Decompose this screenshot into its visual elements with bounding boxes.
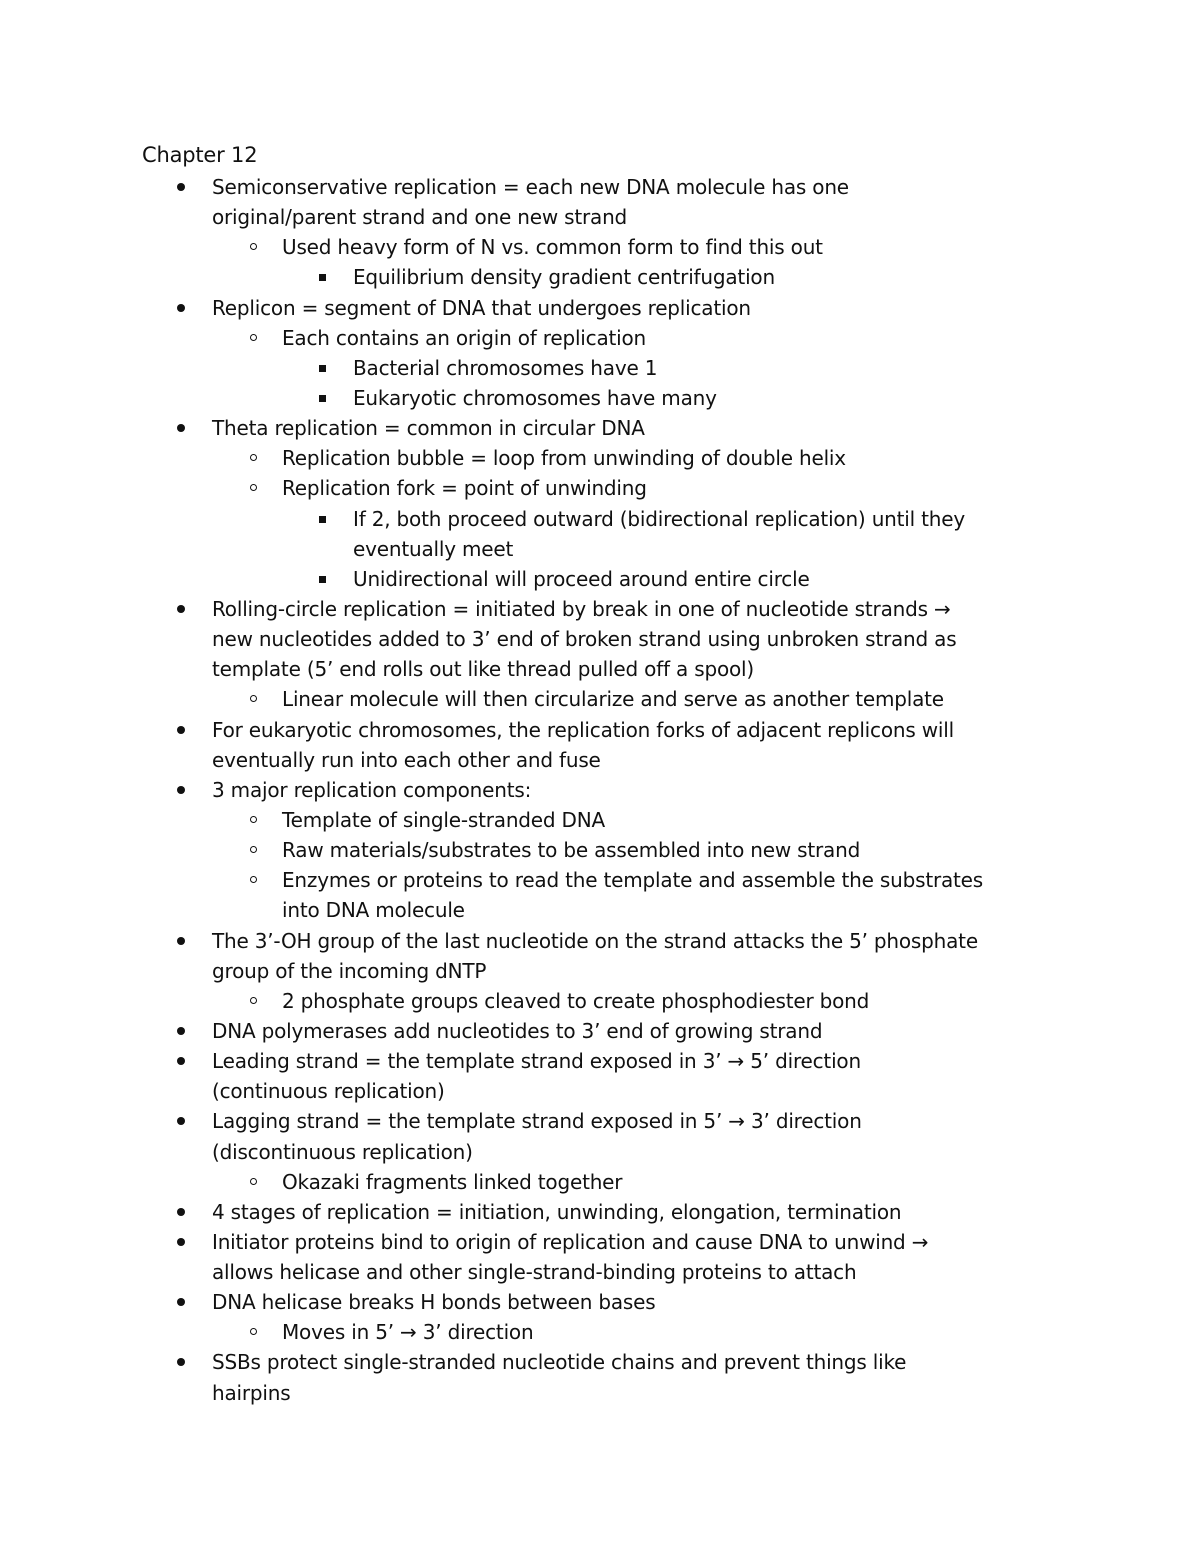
list-item-continuation bbox=[0, 895, 1200, 925]
list-item-level-3 bbox=[0, 504, 1200, 534]
list-item-text: Rolling-circle replication = initiated by break in one of nucleotide strands → bbox=[212, 596, 951, 621]
list-item-text: Replication fork = point of unwinding bbox=[282, 476, 647, 501]
filled-circle-bullet-icon bbox=[177, 1057, 185, 1065]
hollow-circle-bullet-icon bbox=[250, 454, 257, 461]
hollow-circle-bullet-icon bbox=[250, 846, 257, 853]
list-item-text: Moves in 5’ → 3’ direction bbox=[282, 1320, 534, 1345]
list-item-level-1 bbox=[0, 1197, 1200, 1227]
list-item-level-1 bbox=[0, 926, 1200, 956]
list-item-level-3 bbox=[0, 262, 1200, 292]
list-item-text: template (5’ end rolls out like thread pulled off a spool) bbox=[212, 657, 754, 682]
list-item-continuation bbox=[0, 624, 1200, 654]
list-item-level-1 bbox=[0, 1347, 1200, 1377]
filled-circle-bullet-icon bbox=[177, 1208, 185, 1216]
list-item-text: Replicon = segment of DNA that undergoes replication bbox=[212, 295, 751, 320]
filled-circle-bullet-icon bbox=[177, 1117, 185, 1125]
square-bullet-icon bbox=[319, 516, 326, 523]
list-item-level-2 bbox=[0, 986, 1200, 1016]
square-bullet-icon bbox=[319, 365, 326, 372]
list-item-text: 3 major replication components: bbox=[212, 777, 532, 802]
list-item-text: Semiconservative replication = each new DNA molecule has one bbox=[212, 175, 849, 199]
list-item-level-1 bbox=[0, 1106, 1200, 1136]
hollow-circle-bullet-icon bbox=[250, 334, 257, 341]
list-item-continuation bbox=[0, 1378, 1200, 1408]
list-item-level-2 bbox=[0, 835, 1200, 865]
list-item-text: Leading strand = the template strand exposed in 3’ → 5’ direction bbox=[212, 1049, 861, 1074]
list-item-text: Okazaki fragments linked together bbox=[282, 1169, 623, 1194]
list-item-text: (continuous replication) bbox=[212, 1079, 445, 1104]
filled-circle-bullet-icon bbox=[177, 1238, 185, 1246]
hollow-circle-bullet-icon bbox=[250, 1178, 257, 1185]
list-item-text: Linear molecule will then circularize and serve as another template bbox=[282, 687, 944, 712]
list-item-level-2 bbox=[0, 865, 1200, 895]
list-item-text: Bacterial chromosomes have 1 bbox=[353, 355, 658, 380]
list-item-continuation bbox=[0, 1076, 1200, 1106]
filled-circle-bullet-icon bbox=[177, 304, 185, 312]
list-item-level-2 bbox=[0, 473, 1200, 503]
list-item-level-3 bbox=[0, 383, 1200, 413]
list-item-level-1 bbox=[0, 715, 1200, 745]
list-item-text: Raw materials/substrates to be assembled into new strand bbox=[282, 838, 861, 863]
hollow-circle-bullet-icon bbox=[250, 243, 257, 250]
list-item-text: hairpins bbox=[212, 1380, 291, 1405]
square-bullet-icon bbox=[319, 576, 326, 583]
list-item-level-1 bbox=[0, 594, 1200, 624]
list-item-text: original/parent strand and one new strand bbox=[212, 205, 628, 230]
filled-circle-bullet-icon bbox=[177, 937, 185, 945]
list-item-text: Initiator proteins bind to origin of replication and cause DNA to unwind → bbox=[212, 1229, 929, 1254]
hollow-circle-bullet-icon bbox=[250, 876, 257, 883]
list-item-text: SSBs protect single-stranded nucleotide chains and prevent things like bbox=[212, 1350, 907, 1375]
list-item-text: (discontinuous replication) bbox=[212, 1139, 473, 1164]
list-item-text: Enzymes or proteins to read the template and assemble the substrates bbox=[282, 868, 984, 893]
filled-circle-bullet-icon bbox=[177, 786, 185, 794]
list-item-level-1 bbox=[0, 1287, 1200, 1317]
list-item-text: 4 stages of replication = initiation, unwinding, elongation, termination bbox=[212, 1199, 902, 1224]
list-item-level-3 bbox=[0, 353, 1200, 383]
list-item-text: group of the incoming dNTP bbox=[212, 958, 487, 983]
list-item-level-1 bbox=[0, 1016, 1200, 1046]
list-item-text: new nucleotides added to 3’ end of broken strand using unbroken strand as bbox=[212, 627, 957, 652]
hollow-circle-bullet-icon bbox=[250, 484, 257, 491]
list-item-level-1 bbox=[0, 775, 1200, 805]
hollow-circle-bullet-icon bbox=[250, 1328, 257, 1335]
filled-circle-bullet-icon bbox=[177, 605, 185, 613]
list-item-level-1 bbox=[0, 1046, 1200, 1076]
list-item-level-2 bbox=[0, 323, 1200, 353]
list-item-text: If 2, both proceed outward (bidirectional replication) until they bbox=[353, 506, 966, 531]
list-item-level-2 bbox=[0, 1317, 1200, 1347]
filled-circle-bullet-icon bbox=[177, 183, 185, 191]
list-item-level-1 bbox=[0, 172, 1200, 202]
list-item-continuation bbox=[0, 202, 1200, 232]
list-item-continuation bbox=[0, 956, 1200, 986]
list-item-text: Equilibrium density gradient centrifugation bbox=[353, 265, 775, 290]
list-item-level-2 bbox=[0, 805, 1200, 835]
list-item-level-1 bbox=[0, 293, 1200, 323]
square-bullet-icon bbox=[319, 395, 326, 402]
filled-circle-bullet-icon bbox=[177, 726, 185, 734]
list-item-level-2 bbox=[0, 232, 1200, 262]
filled-circle-bullet-icon bbox=[177, 1027, 185, 1035]
list-item-continuation bbox=[0, 534, 1200, 564]
list-item-text: eventually run into each other and fuse bbox=[212, 747, 601, 772]
list-item-text: Used heavy form of N vs. common form to find this out bbox=[282, 235, 823, 260]
list-item-text: Theta replication = common in circular DNA bbox=[212, 416, 645, 441]
list-item-text: Unidirectional will proceed around entire circle bbox=[353, 566, 810, 591]
hollow-circle-bullet-icon bbox=[250, 816, 257, 823]
list-item-text: The 3’-OH group of the last nucleotide on the strand attacks the 5’ phosphate bbox=[212, 928, 978, 953]
filled-circle-bullet-icon bbox=[177, 424, 185, 432]
list-item-text: into DNA molecule bbox=[282, 898, 465, 923]
filled-circle-bullet-icon bbox=[177, 1358, 185, 1366]
list-item-text: allows helicase and other single-strand-binding proteins to attach bbox=[212, 1260, 857, 1285]
list-item-text: Each contains an origin of replication bbox=[282, 325, 647, 350]
filled-circle-bullet-icon bbox=[177, 1298, 185, 1306]
list-item-text: Template of single-stranded DNA bbox=[282, 807, 605, 832]
list-item-continuation bbox=[0, 654, 1200, 684]
notes-list bbox=[0, 172, 1200, 1408]
list-item-level-3 bbox=[0, 564, 1200, 594]
list-item-level-2 bbox=[0, 1167, 1200, 1197]
list-item-level-2 bbox=[0, 443, 1200, 473]
list-item-text: Lagging strand = the template strand exposed in 5’ → 3’ direction bbox=[212, 1109, 862, 1134]
list-item-continuation bbox=[0, 745, 1200, 775]
list-item-text: eventually meet bbox=[353, 536, 514, 561]
list-item-level-1 bbox=[0, 1227, 1200, 1257]
list-item-level-2 bbox=[0, 684, 1200, 714]
list-item-text: 2 phosphate groups cleaved to create phosphodiester bond bbox=[282, 988, 870, 1013]
list-item-text: For eukaryotic chromosomes, the replication forks of adjacent replicons will bbox=[212, 717, 954, 742]
hollow-circle-bullet-icon bbox=[250, 695, 257, 702]
list-item-text: DNA helicase breaks H bonds between bases bbox=[212, 1290, 656, 1315]
list-item-continuation bbox=[0, 1137, 1200, 1167]
hollow-circle-bullet-icon bbox=[250, 997, 257, 1004]
list-item-level-1 bbox=[0, 413, 1200, 443]
square-bullet-icon bbox=[319, 274, 326, 281]
list-item-text: Replication bubble = loop from unwinding of double helix bbox=[282, 446, 846, 471]
list-item-text: Eukaryotic chromosomes have many bbox=[353, 385, 717, 410]
list-item-text: DNA polymerases add nucleotides to 3’ end of growing strand bbox=[212, 1018, 823, 1043]
list-item-continuation bbox=[0, 1257, 1200, 1287]
chapter-title: Chapter 12 bbox=[142, 143, 258, 167]
